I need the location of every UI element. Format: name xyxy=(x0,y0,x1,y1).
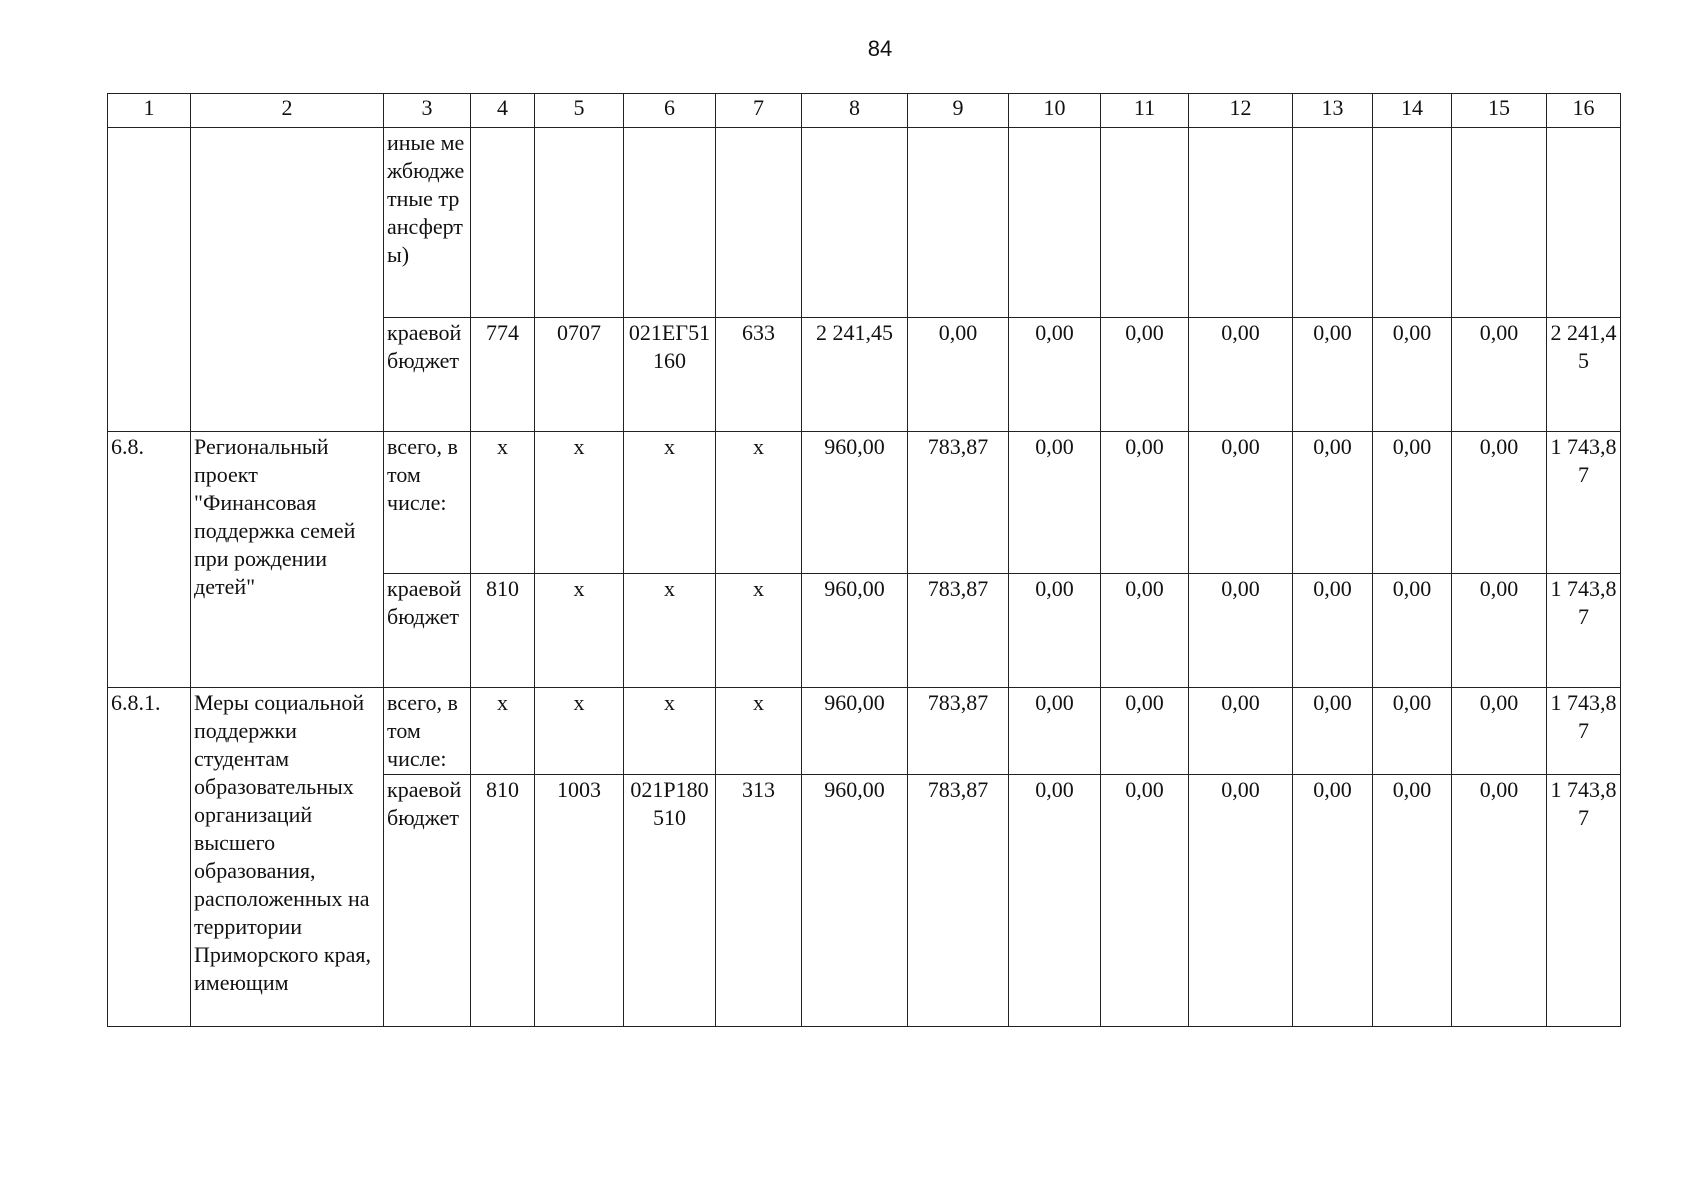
table-cell: 0,00 xyxy=(1452,688,1547,775)
table-cell: 783,87 xyxy=(908,688,1009,775)
table-cell: 774 xyxy=(471,318,535,432)
column-header: 15 xyxy=(1452,94,1547,128)
table-cell: 0,00 xyxy=(908,318,1009,432)
table-cell xyxy=(1009,128,1101,318)
table-cell: 960,00 xyxy=(802,775,908,1027)
table-cell: 0,00 xyxy=(1101,574,1189,688)
column-header: 3 xyxy=(384,94,471,128)
table-cell: 0,00 xyxy=(1293,775,1373,1027)
table-cell: x xyxy=(535,574,624,688)
table-cell: 810 xyxy=(471,574,535,688)
funding-source-cell: краевой бюджет xyxy=(384,318,471,432)
page-number: 84 xyxy=(867,36,893,61)
table-cell: 1 743,87 xyxy=(1547,688,1621,775)
column-header: 5 xyxy=(535,94,624,128)
table-row xyxy=(108,128,1621,318)
table-row xyxy=(108,688,1621,775)
table-cell xyxy=(716,128,802,318)
table-cell xyxy=(1101,128,1189,318)
column-header: 9 xyxy=(908,94,1009,128)
table-cell: 0,00 xyxy=(1101,432,1189,574)
table-cell: 0,00 xyxy=(1009,574,1101,688)
funding-source-cell: всего, в том числе: xyxy=(384,688,471,775)
column-header: 10 xyxy=(1009,94,1101,128)
table-cell: x xyxy=(624,688,716,775)
table-cell: 0707 xyxy=(535,318,624,432)
table-cell: x xyxy=(535,688,624,775)
row-name-cell xyxy=(191,128,384,432)
table-cell: 960,00 xyxy=(802,688,908,775)
table-cell xyxy=(1452,128,1547,318)
row-name-cell: Региональный проект "Финансовая поддержка семей при рождении детей" xyxy=(191,432,384,688)
table-cell: 0,00 xyxy=(1373,432,1452,574)
table-cell: 633 xyxy=(716,318,802,432)
table-cell: 960,00 xyxy=(802,574,908,688)
row-number-cell: 6.8.1. xyxy=(108,688,191,1027)
table-cell: 0,00 xyxy=(1452,574,1547,688)
table-cell: 2 241,45 xyxy=(802,318,908,432)
column-header: 4 xyxy=(471,94,535,128)
table-cell: 313 xyxy=(716,775,802,1027)
table-cell: 0,00 xyxy=(1452,432,1547,574)
table-cell xyxy=(471,128,535,318)
column-header: 14 xyxy=(1373,94,1452,128)
column-header: 13 xyxy=(1293,94,1373,128)
table-cell: x xyxy=(624,432,716,574)
funding-source-cell: иные межбюджетные трансферты) xyxy=(384,128,471,318)
table-cell: 1 743,87 xyxy=(1547,775,1621,1027)
table-cell: 0,00 xyxy=(1009,318,1101,432)
table-cell: 0,00 xyxy=(1373,775,1452,1027)
table-cell xyxy=(802,128,908,318)
table-cell: 0,00 xyxy=(1189,432,1293,574)
table-cell: 0,00 xyxy=(1452,318,1547,432)
table-cell: 0,00 xyxy=(1009,688,1101,775)
table-cell: 0,00 xyxy=(1293,688,1373,775)
table-cell: 783,87 xyxy=(908,432,1009,574)
column-header: 7 xyxy=(716,94,802,128)
budget-table xyxy=(107,93,1621,1027)
table-cell xyxy=(908,128,1009,318)
table-cell: 0,00 xyxy=(1101,318,1189,432)
table-cell: 021Р180510 xyxy=(624,775,716,1027)
table-cell: 0,00 xyxy=(1189,775,1293,1027)
table-cell: x xyxy=(716,688,802,775)
table-cell: x xyxy=(471,688,535,775)
column-header: 8 xyxy=(802,94,908,128)
table-cell: x xyxy=(624,574,716,688)
column-header: 11 xyxy=(1101,94,1189,128)
table-cell: 0,00 xyxy=(1189,688,1293,775)
table-cell: 0,00 xyxy=(1009,775,1101,1027)
column-header: 16 xyxy=(1547,94,1621,128)
table-cell: 2 241,45 xyxy=(1547,318,1621,432)
table-cell: 0,00 xyxy=(1189,318,1293,432)
table-cell: 783,87 xyxy=(908,775,1009,1027)
table-cell: 0,00 xyxy=(1189,574,1293,688)
table-cell: 1 743,87 xyxy=(1547,432,1621,574)
table-cell: 0,00 xyxy=(1293,574,1373,688)
table-cell xyxy=(1189,128,1293,318)
table-cell xyxy=(1293,128,1373,318)
table-cell: 0,00 xyxy=(1373,318,1452,432)
row-name-cell: Меры социальной поддержки студентам образовательных организаций высшего образования, расположенных на территории Приморского края, имеющим xyxy=(191,688,384,1027)
table-cell: x xyxy=(716,432,802,574)
table-cell: 0,00 xyxy=(1373,688,1452,775)
table-cell: 0,00 xyxy=(1101,775,1189,1027)
table-cell: 021ЕГ51160 xyxy=(624,318,716,432)
row-number-cell: 6.8. xyxy=(108,432,191,688)
table-cell: 1 743,87 xyxy=(1547,574,1621,688)
column-header: 12 xyxy=(1189,94,1293,128)
table-cell: 783,87 xyxy=(908,574,1009,688)
column-number-row xyxy=(108,94,1621,128)
table-cell: 0,00 xyxy=(1293,432,1373,574)
table-cell xyxy=(624,128,716,318)
table-cell xyxy=(1547,128,1621,318)
table-cell: 810 xyxy=(471,775,535,1027)
table-cell: 0,00 xyxy=(1373,574,1452,688)
column-header: 6 xyxy=(624,94,716,128)
table-cell: x xyxy=(471,432,535,574)
table-cell: 0,00 xyxy=(1293,318,1373,432)
funding-source-cell: краевой бюджет xyxy=(384,775,471,1027)
funding-source-cell: краевой бюджет xyxy=(384,574,471,688)
table-cell: 0,00 xyxy=(1452,775,1547,1027)
table-cell: 0,00 xyxy=(1101,688,1189,775)
table-cell: x xyxy=(535,432,624,574)
funding-source-cell: всего, в том числе: xyxy=(384,432,471,574)
column-header: 1 xyxy=(108,94,191,128)
table-row xyxy=(108,432,1621,574)
table-cell: 1003 xyxy=(535,775,624,1027)
table-cell: 960,00 xyxy=(802,432,908,574)
column-header: 2 xyxy=(191,94,384,128)
table-cell: 0,00 xyxy=(1009,432,1101,574)
table-cell: x xyxy=(716,574,802,688)
row-number-cell xyxy=(108,128,191,432)
table-cell xyxy=(535,128,624,318)
table-cell xyxy=(1373,128,1452,318)
